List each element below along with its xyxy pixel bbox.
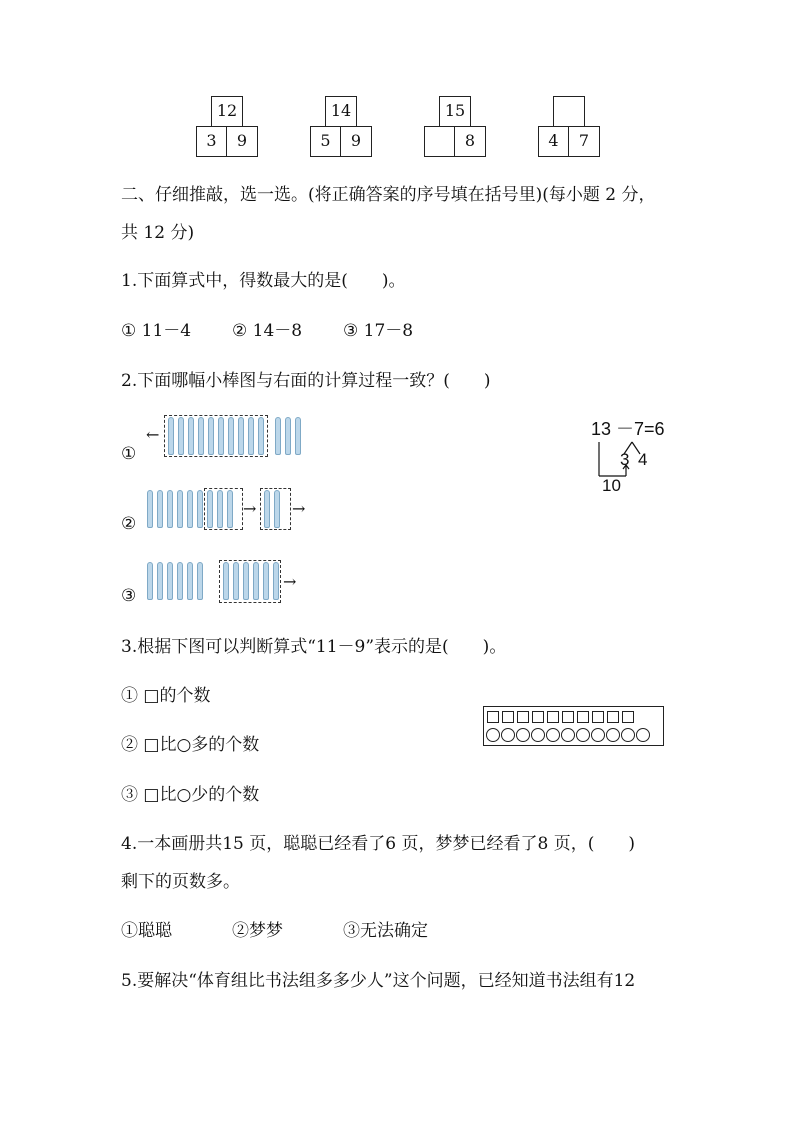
square-icon [547, 711, 559, 723]
calc-equation: 13 －7=6 [591, 419, 665, 439]
q1-option-2[interactable]: ② 14－8 [232, 321, 303, 341]
circle-icon [591, 728, 605, 742]
q2-option-2-marker[interactable]: ② [121, 514, 137, 534]
q4-stem-line2: 剩下的页数多。 [121, 872, 240, 892]
square-icon [487, 711, 499, 723]
q2-option-3-marker[interactable]: ③ [121, 586, 137, 606]
stick [217, 490, 223, 528]
q4-stem-line1: 4.一本画册共15 页，聪聪已经看了6 页，梦梦已经看了8 页，( ) [121, 834, 635, 854]
pyramid-3-top: 15 [439, 96, 471, 127]
circle-icon [516, 728, 530, 742]
stick [157, 562, 163, 600]
stick [285, 417, 291, 455]
q1-option-1[interactable]: ① 11－4 [121, 321, 192, 341]
right-arrow-icon: → [283, 572, 297, 591]
circle-icon [606, 728, 620, 742]
stick [228, 417, 234, 455]
right-arrow-icon: → [243, 499, 257, 518]
left-arrow-icon: ← [146, 425, 160, 444]
circle-icon [576, 728, 590, 742]
stick [248, 417, 254, 455]
square-icon [502, 711, 514, 723]
circle-icon [501, 728, 515, 742]
stick [147, 490, 153, 528]
calc-split-3: 3 [620, 450, 630, 469]
pyramid-2-right: 9 [340, 126, 372, 157]
pyramid-2-top: 14 [325, 96, 357, 127]
stick [188, 417, 194, 455]
square-icon [607, 711, 619, 723]
circle-icon [561, 728, 575, 742]
stick [275, 417, 281, 455]
stick [177, 562, 183, 600]
q2-option-1-marker[interactable]: ① [121, 444, 137, 464]
stick [264, 490, 270, 528]
q5-stem-line1: 5.要解决“体育组比书法组多多少人”这个问题，已经知道书法组有12 [121, 971, 636, 991]
pyramid-4-right: 7 [568, 126, 600, 157]
square-icon [577, 711, 589, 723]
stick [178, 417, 184, 455]
stick [157, 490, 163, 528]
stick [187, 562, 193, 600]
square-icon [517, 711, 529, 723]
circle-icon [486, 728, 500, 742]
section-title-line2: 共 12 分) [121, 223, 195, 243]
square-icon [622, 711, 634, 723]
q3-option-1[interactable]: ① □的个数 [121, 686, 211, 706]
square-icon [532, 711, 544, 723]
square-icon [592, 711, 604, 723]
pyramid-3-right: 8 [454, 126, 486, 157]
stick [233, 562, 239, 600]
q4-option-1[interactable]: ①聪聪 [121, 921, 172, 941]
pyramid-2-left: 5 [310, 126, 341, 157]
stick [197, 490, 203, 528]
circle-icon [546, 728, 560, 742]
q1-stem: 1.下面算式中，得数最大的是( )。 [121, 271, 406, 291]
stick [295, 417, 301, 455]
q3-option-2[interactable]: ② □比○多的个数 [121, 735, 260, 755]
stick [208, 417, 214, 455]
circle-icon [531, 728, 545, 742]
right-arrow-icon: → [292, 499, 306, 518]
stick [168, 417, 174, 455]
square-icon [562, 711, 574, 723]
stick [187, 490, 193, 528]
stick [263, 562, 269, 600]
section-title-line1: 二、仔细推敲，选一选。(将正确答案的序号填在括号里)(每小题 2 分， [121, 185, 656, 205]
pyramid-4-top[interactable] [553, 96, 585, 127]
pyramid-1-right: 9 [226, 126, 258, 157]
stick [274, 490, 280, 528]
stick [243, 562, 249, 600]
pyramid-1-left: 3 [196, 126, 227, 157]
q4-option-3[interactable]: ③无法确定 [343, 921, 428, 941]
stick [177, 490, 183, 528]
stick [197, 562, 203, 600]
stick [167, 562, 173, 600]
circle-icon [621, 728, 635, 742]
q3-option-3[interactable]: ③ □比○少的个数 [121, 785, 260, 805]
q2-stem: 2.下面哪幅小棒图与右面的计算过程一致？( ) [121, 371, 491, 391]
stick [227, 490, 233, 528]
stick [167, 490, 173, 528]
stick [253, 562, 259, 600]
circle-icon [636, 728, 650, 742]
stick [258, 417, 264, 455]
stick [147, 562, 153, 600]
stick [223, 562, 229, 600]
stick [238, 417, 244, 455]
stick [207, 490, 213, 528]
pyramid-4-left: 4 [538, 126, 569, 157]
stick [198, 417, 204, 455]
pyramid-3-left[interactable] [424, 126, 455, 157]
q3-stem: 3.根据下图可以判断算式“11－9”表示的是( )。 [121, 637, 507, 657]
calc-split-4: 4 [638, 450, 648, 469]
stick [218, 417, 224, 455]
stick [273, 562, 279, 600]
q1-option-3[interactable]: ③ 17－8 [343, 321, 414, 341]
q4-option-2[interactable]: ②梦梦 [232, 921, 283, 941]
pyramid-1-top: 12 [211, 96, 243, 127]
squares-circles-figure [483, 706, 664, 746]
calc-ten: 10 [602, 476, 621, 495]
